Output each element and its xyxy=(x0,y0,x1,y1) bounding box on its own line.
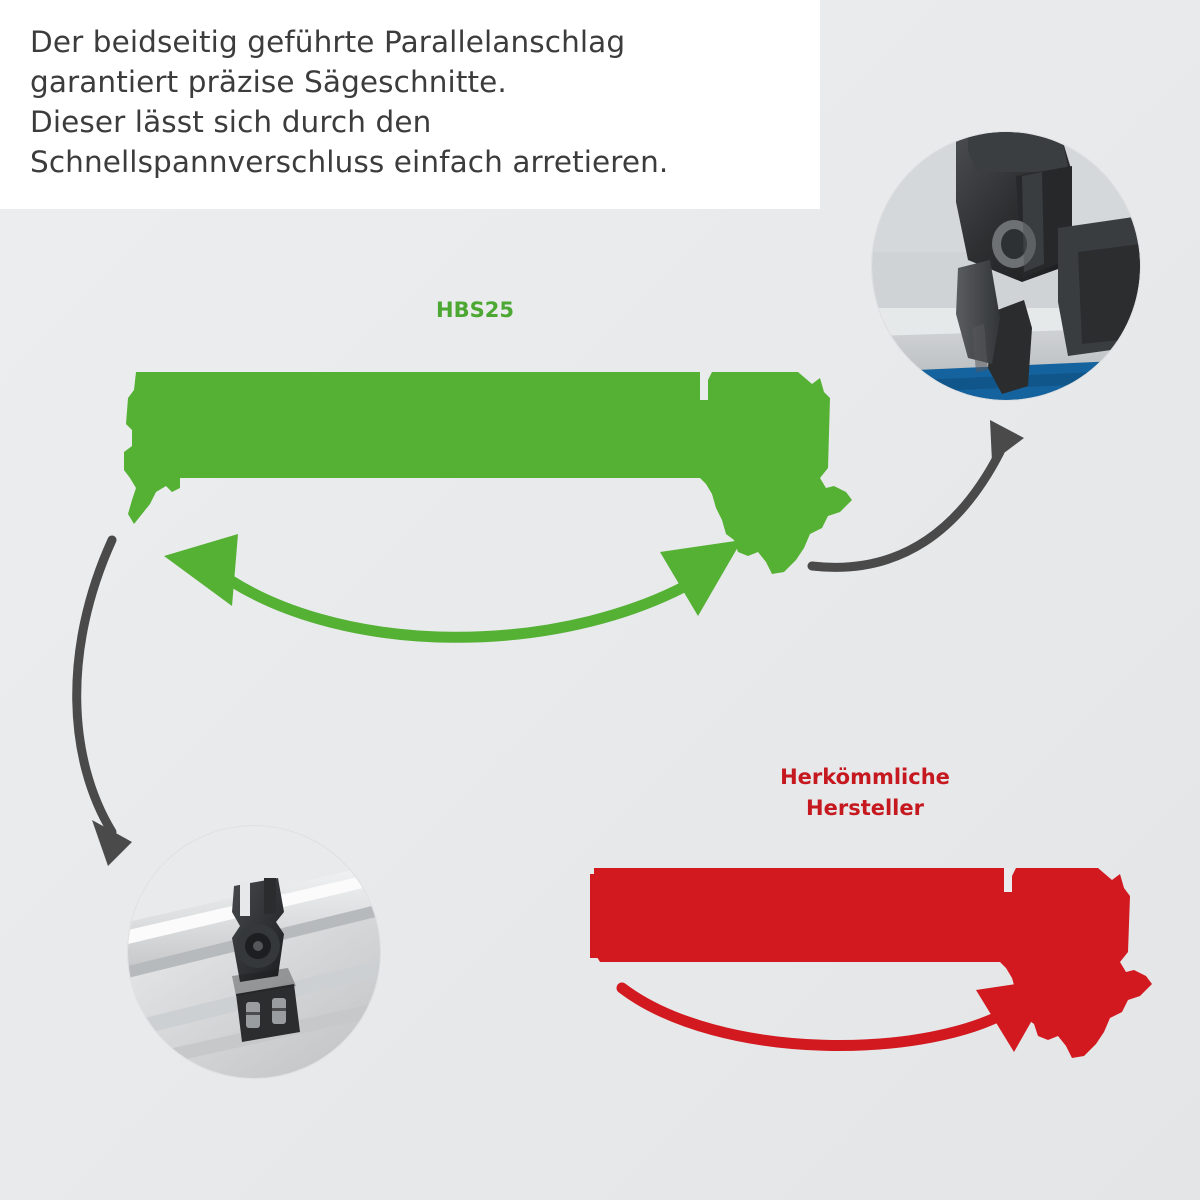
caption-line-1: Der beidseitig geführte Parallelanschlag xyxy=(30,25,626,59)
callout-arrow-bottom xyxy=(77,540,132,866)
caption-line-3: Dieser lässt sich durch den xyxy=(30,105,432,139)
caption-line-2: garantiert präzise Sägeschnitte. xyxy=(30,65,507,99)
red-fence-shape xyxy=(590,868,1152,1058)
competitor-label-line-2: Hersteller xyxy=(806,796,924,820)
competitor-label-line-1: Herkömmliche xyxy=(780,765,950,789)
red-single-arrow xyxy=(622,978,1056,1052)
photo-bubble-quick-clamp xyxy=(872,132,1140,400)
rear-guide-photo xyxy=(128,826,380,1078)
quick-clamp-photo xyxy=(872,132,1140,400)
green-double-arrow xyxy=(164,534,742,637)
photo-bubble-rear-guide xyxy=(128,826,380,1078)
caption-line-4: Schnellspannverschluss einfach arretieren. xyxy=(30,145,669,179)
product-label: HBS25 xyxy=(436,298,514,322)
